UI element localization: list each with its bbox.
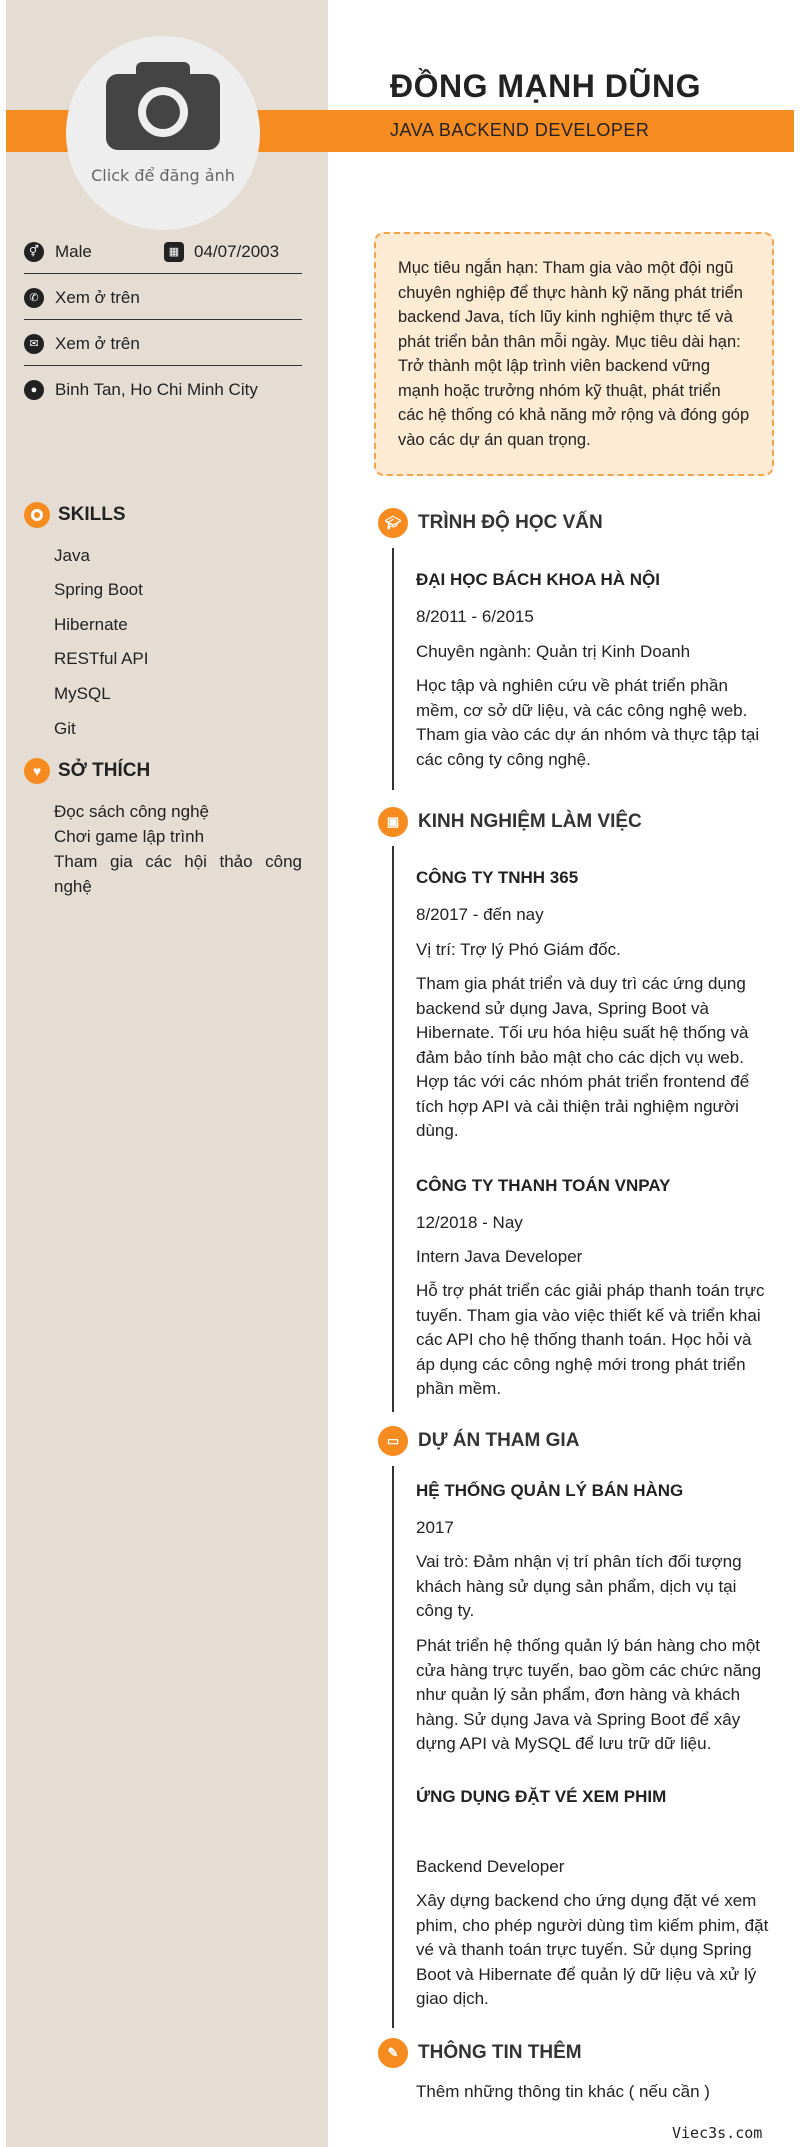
hobby-item: Tham gia các hội thảo công nghệ xyxy=(54,852,302,896)
skill-item: RESTful API xyxy=(54,649,149,668)
contact-row-email xyxy=(24,320,302,366)
gender-value: Male xyxy=(55,242,92,261)
skill-item: Hibernate xyxy=(54,615,128,634)
info-icon: ✎ xyxy=(378,2038,408,2068)
skill-item: Java xyxy=(54,546,90,565)
hobby-item: Chơi game lập trình xyxy=(54,827,205,846)
avatar-upload[interactable] xyxy=(66,36,260,230)
timeline-line xyxy=(392,1466,394,2028)
heart-icon: ♥ xyxy=(24,758,50,784)
timeline-line xyxy=(392,548,394,790)
project-year: 2017 xyxy=(416,1518,454,1537)
experience-heading: ▣ KINH NGHIỆM LÀM VIỆC xyxy=(378,807,642,837)
birthday-value: 04/07/2003 xyxy=(194,242,280,261)
education-major: Chuyên ngành: Quản trị Kinh Doanh xyxy=(416,642,691,661)
phone-icon: ✆ xyxy=(24,288,44,308)
education-period: 8/2011 - 6/2015 xyxy=(416,607,534,626)
address-value: Binh Tan, Ho Chi Minh City xyxy=(55,380,258,399)
additional-info-heading: ✎ THÔNG TIN THÊM xyxy=(378,2038,582,2068)
email-value: Xem ở trên xyxy=(55,334,140,353)
location-pin-icon: ● xyxy=(24,380,44,400)
job-period: 12/2018 - Nay xyxy=(416,1213,523,1232)
laptop-icon: ▭ xyxy=(378,1426,408,1456)
email-icon: ✉ xyxy=(24,334,44,354)
project-description: Phát triển hệ thống quản lý bán hàng cho một cửa hàng trực tuyến, bao gồm các chức năng như quản lý sản phẩm, đơn hàng và khách hàng. Sử dụng Java và Spring Boot để xây dựng API và MySQL để lưu trữ dữ liệu. xyxy=(416,1636,762,1753)
job-position: Intern Java Developer xyxy=(416,1247,583,1266)
career-objective: Mục tiêu ngắn hạn: Tham gia vào một đội ngũ chuyên nghiệp để thực hành kỹ năng phát triển backend Java, tích lũy kinh nghiệm thực tế và phát triển bản thân mỗi ngày. Mục tiêu dài hạn: Trở thành một lập trình viên backend vững mạnh hoặc trưởng nhóm kỹ thuật, phát triển các hệ thống có khả năng mở rộng và đóng góp vào các dự án quan trọng. xyxy=(374,232,774,476)
project-name: ỨNG DỤNG ĐẶT VÉ XEM PHIM xyxy=(416,1787,667,1806)
education-description: Học tập và nghiên cứu về phát triển phần mềm, cơ sở dữ liệu, và các công nghệ web. Tham gia vào các dự án nhóm và thực tập tại các công ty công nghệ. xyxy=(416,676,760,769)
phone-value: Xem ở trên xyxy=(55,288,140,307)
gender-icon: ⚥ xyxy=(24,242,44,262)
job-description: Tham gia phát triển và duy trì các ứng dụng backend sử dụng Java, Spring Boot và Hibernate. Tối ưu hóa hiệu suất hệ thống và đảm bảo tính bảo mật cho các dịch vụ web. Hợp tác với các nhóm phát triển frontend để tích hợp API và cải thiện trải nghiệm người dùng. xyxy=(416,974,750,1140)
skills-heading: SKILLS xyxy=(24,502,126,528)
skill-item: MySQL xyxy=(54,684,111,703)
contact-row-gender-birthday xyxy=(24,228,302,274)
project-name: HỆ THỐNG QUẢN LÝ BÁN HÀNG xyxy=(416,1481,684,1500)
graduation-cap-icon: 🎓︎ xyxy=(378,508,408,538)
project-description: Xây dựng backend cho ứng dụng đặt vé xem phim, cho phép người dùng tìm kiếm phim, đặt vé và thanh toán trực tuyến. Sử dụng Spring Boot và Hibernate để quản lý dữ liệu và xử lý giao dịch. xyxy=(416,1891,769,2008)
project-role: Backend Developer xyxy=(416,1857,565,1876)
camera-icon xyxy=(106,62,220,152)
timeline-line xyxy=(392,846,394,1412)
projects-heading: ▭ DỰ ÁN THAM GIA xyxy=(378,1426,579,1456)
job-position: Vị trí: Trợ lý Phó Giám đốc. xyxy=(416,940,621,959)
job-title: JAVA BACKEND DEVELOPER xyxy=(390,120,650,140)
skill-item: Spring Boot xyxy=(54,580,143,599)
hobbies-heading: ♥ SỞ THÍCH xyxy=(24,758,150,784)
project-role: Vai trò: Đảm nhận vị trí phân tích đối tượng khách hàng sử dụng sản phẩm, dịch vụ tại công ty. xyxy=(416,1552,742,1620)
contact-row-address xyxy=(24,366,302,412)
job-company: CÔNG TY THANH TOÁN VNPAY xyxy=(416,1176,671,1195)
education-heading: 🎓︎ TRÌNH ĐỘ HỌC VẤN xyxy=(378,508,603,538)
briefcase-icon: ▣ xyxy=(378,807,408,837)
footer-brand: Viec3s.com xyxy=(672,2124,763,2142)
calendar-icon: ▦ xyxy=(164,242,184,262)
education-school: ĐẠI HỌC BÁCH KHOA HÀ NỘI xyxy=(416,570,660,589)
target-icon xyxy=(24,502,50,528)
hobby-item: Đọc sách công nghệ xyxy=(54,802,209,821)
additional-info-text: Thêm những thông tin khác ( nếu cần ) xyxy=(416,2082,710,2101)
skill-item: Git xyxy=(54,719,76,738)
contact-row-phone xyxy=(24,274,302,320)
job-description: Hỗ trợ phát triển các giải pháp thanh toán trực tuyến. Tham gia vào việc thiết kế và triển khai các API cho hệ thống thanh toán. Học hỏi và áp dụng các công nghệ mới trong phát triển phần mềm. xyxy=(416,1281,765,1398)
avatar-upload-label: Click để đăng ảnh xyxy=(91,166,235,185)
job-company: CÔNG TY TNHH 365 xyxy=(416,868,579,887)
candidate-name: ĐỒNG MẠNH DŨNG xyxy=(390,68,701,104)
job-period: 8/2017 - đến nay xyxy=(416,905,544,924)
